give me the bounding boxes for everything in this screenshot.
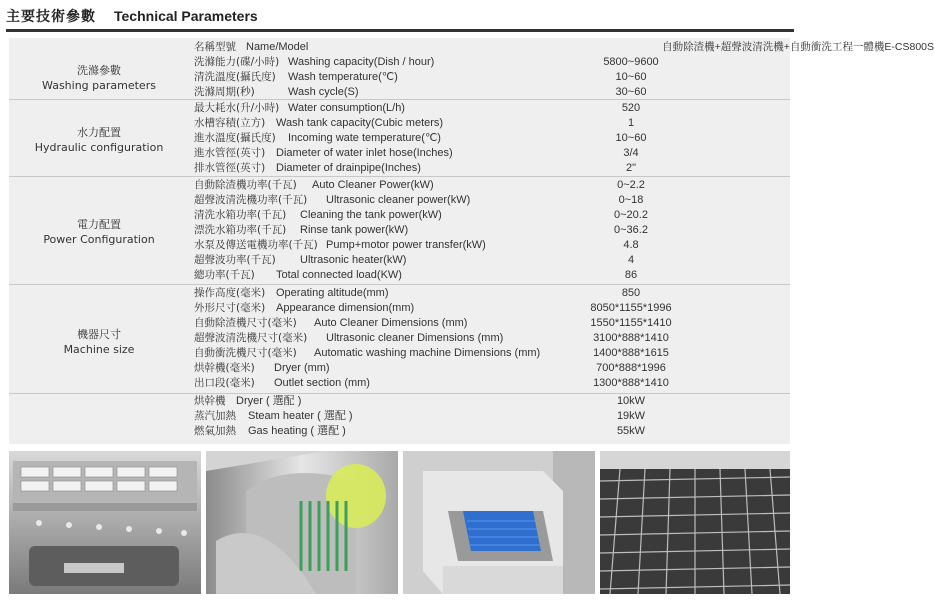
row-label-cn: 自動除渣機功率(千瓦) xyxy=(194,179,297,191)
section-label-machine-size xyxy=(9,327,189,357)
row-label-cn: 清洗水箱功率(千瓦) xyxy=(194,209,287,221)
row-label-cn: 水槽容積(立方) xyxy=(194,117,266,129)
row-value: 4.8 xyxy=(623,239,639,251)
row-label-en: Outlet section (mm) xyxy=(274,377,370,389)
spec-row xyxy=(194,193,784,208)
row-label-cn: 烘幹機(毫米) xyxy=(194,362,255,374)
row-label-en: Ultrasonic cleaner power(kW) xyxy=(326,194,471,206)
row-value: 4 xyxy=(627,254,635,266)
row-label-cn: 外形尺寸(毫米) xyxy=(194,302,266,314)
row-label-cn: 水泵及傳送電機功率(千瓦) xyxy=(194,239,318,251)
section-label-cn: 機器尺寸 xyxy=(77,328,121,341)
row-value: 1 xyxy=(627,117,635,129)
row-label-en: Auto Cleaner Power(kW) xyxy=(312,179,434,191)
row-label-cn: 蒸汽加熱 xyxy=(194,410,236,422)
row-label-en: Water consumption(L/h) xyxy=(288,102,405,114)
section-label-en: Hydraulic configuration xyxy=(34,141,164,154)
spec-row xyxy=(194,85,784,100)
spec-row xyxy=(194,146,784,161)
spec-row xyxy=(194,238,784,253)
section-label-washing xyxy=(9,63,189,93)
section-label-hydraulic xyxy=(9,125,189,155)
row-value: 1400*888*1615 xyxy=(593,347,669,359)
spec-row xyxy=(194,253,784,268)
spec-row xyxy=(194,424,784,439)
row-value: 55kW xyxy=(616,425,646,437)
header-rule xyxy=(6,29,794,32)
spec-row xyxy=(194,208,784,223)
row-label-cn: 進水管徑(英寸) xyxy=(194,147,266,159)
row-label-en: Ultrasonic cleaner Dimensions (mm) xyxy=(326,332,504,344)
row-label-en: Operating altitude(mm) xyxy=(276,287,389,299)
row-label-en: Rinse tank power(kW) xyxy=(300,224,409,236)
row-label-cn: 燃氣加熱 xyxy=(194,425,236,437)
row-label-cn: 洗滌能力(碟/小時) xyxy=(194,56,280,68)
row-value: 850 xyxy=(621,287,641,299)
row-value: 19kW xyxy=(616,410,646,422)
row-value: 0~20.2 xyxy=(614,209,648,221)
row-label-cn: 漂洗水箱功率(千瓦) xyxy=(194,224,287,236)
photo-grid-interior xyxy=(600,451,790,594)
spec-row xyxy=(194,178,784,193)
spec-row xyxy=(194,331,784,346)
spec-row xyxy=(194,301,784,316)
row-label-cn: 名稱型號 xyxy=(194,41,236,53)
row-label-cn: 烘幹機 xyxy=(194,395,226,407)
row-label-en: Name/Model xyxy=(246,41,309,53)
row-label-en: Incoming wate temperature(℃) xyxy=(288,132,441,144)
row-label-en: Washing capacity(Dish / hour) xyxy=(288,56,435,68)
row-value: 10kW xyxy=(616,395,646,407)
spec-row xyxy=(194,223,784,238)
spec-row xyxy=(194,376,784,391)
row-label-en: Diameter of drainpipe(Inches) xyxy=(276,162,421,174)
row-value: 10~60 xyxy=(615,71,647,83)
row-label-cn: 超聲波清洗機功率(千瓦) xyxy=(194,194,308,206)
row-label-en: Cleaning the tank power(kW) xyxy=(300,209,442,221)
spec-row xyxy=(194,286,784,301)
row-label-en: Dryer (mm) xyxy=(274,362,330,374)
row-value: 自動除渣機+超聲波清洗機+自動衝洗工程一體機E-CS800S xyxy=(662,41,934,53)
photo-wash-tank-art xyxy=(206,451,398,594)
photo-grid-interior-art xyxy=(600,451,790,594)
row-label-en: Dryer ( 選配 ) xyxy=(236,395,302,407)
row-value: 3/4 xyxy=(623,147,639,159)
row-value: 1300*888*1410 xyxy=(593,377,669,389)
row-value: 0~18 xyxy=(618,194,644,206)
photo-machine-opening-art xyxy=(403,451,595,594)
row-label-cn: 總功率(千瓦) xyxy=(194,269,255,281)
row-label-en: Steam heater ( 選配 ) xyxy=(248,410,353,422)
spec-row-model xyxy=(194,40,934,55)
spec-row xyxy=(194,394,784,409)
row-value: 86 xyxy=(624,269,638,281)
row-value: 520 xyxy=(621,102,641,114)
row-label-cn: 清洗溫度(攝氏度) xyxy=(194,71,276,83)
row-value: 0~36.2 xyxy=(614,224,648,236)
row-label-en: Diameter of water inlet hose(Inches) xyxy=(276,147,453,159)
section-label-en: Machine size xyxy=(63,343,135,356)
row-label-en: Automatic washing machine Dimensions (mm) xyxy=(314,347,541,359)
row-value: 5800~9600 xyxy=(603,56,659,68)
spec-row xyxy=(194,101,784,116)
photo-conveyor-trays-art xyxy=(9,451,201,594)
section-label-cn: 洗滌參數 xyxy=(77,64,121,77)
row-label-en: Wash temperature(℃) xyxy=(288,71,398,83)
row-label-en: Auto Cleaner Dimensions (mm) xyxy=(314,317,468,329)
row-label-cn: 排水管徑(英寸) xyxy=(194,162,266,174)
spec-row xyxy=(194,409,784,424)
row-label-en: Total connected load(KW) xyxy=(276,269,402,281)
spec-row xyxy=(194,161,784,176)
row-value: 700*888*1996 xyxy=(596,362,666,374)
row-label-cn: 洗滌周期(秒) xyxy=(194,86,255,98)
spec-row xyxy=(194,131,784,146)
row-value: 10~60 xyxy=(615,132,647,144)
row-label-cn: 最大耗水(升/小時) xyxy=(194,102,280,114)
row-label-cn: 超聲波功率(千瓦) xyxy=(194,254,276,266)
row-label-cn: 進水溫度(攝氏度) xyxy=(194,132,276,144)
row-value: 2" xyxy=(625,162,637,174)
section-label-cn: 電力配置 xyxy=(77,218,121,231)
row-label-en: Wash cycle(S) xyxy=(288,86,359,98)
page-title-cn: 主要技術參數 xyxy=(6,9,96,25)
row-value: 1550*1155*1410 xyxy=(590,317,672,329)
row-value: 8050*1155*1996 xyxy=(590,302,672,314)
row-label-en: Gas heating ( 選配 ) xyxy=(248,425,346,437)
section-divider xyxy=(9,284,790,285)
spec-row xyxy=(194,346,784,361)
row-value: 0~2.2 xyxy=(617,179,645,191)
row-value: 3100*888*1410 xyxy=(593,332,669,344)
row-label-cn: 出口段(毫米) xyxy=(194,377,255,389)
row-label-en: Pump+motor power transfer(kW) xyxy=(326,239,486,251)
spec-row xyxy=(194,70,784,85)
section-label-cn: 水力配置 xyxy=(77,126,121,139)
section-label-en: Power Configuration xyxy=(43,233,155,246)
photo-conveyor-trays xyxy=(9,451,201,594)
row-label-en: Wash tank capacity(Cubic meters) xyxy=(276,117,444,129)
spec-row xyxy=(194,361,784,376)
page-title-en: Technical Parameters xyxy=(114,8,258,24)
row-label-en: Ultrasonic heater(kW) xyxy=(300,254,407,266)
page-header xyxy=(6,6,258,28)
spec-row xyxy=(194,116,784,131)
row-label-cn: 操作高度(毫米) xyxy=(194,287,266,299)
spec-row xyxy=(194,316,784,331)
section-label-power xyxy=(9,217,189,247)
spec-row xyxy=(194,55,784,70)
row-label-cn: 超聲波清洗機尺寸(毫米) xyxy=(194,332,308,344)
section-label-en: Washing parameters xyxy=(42,79,156,92)
row-label-cn: 自動除渣機尺寸(毫米) xyxy=(194,317,297,329)
row-label-cn: 自動衝洗機尺寸(毫米) xyxy=(194,347,297,359)
section-divider xyxy=(9,176,790,177)
row-value: 30~60 xyxy=(615,86,647,98)
spec-row xyxy=(194,268,784,283)
photo-wash-tank xyxy=(206,451,398,594)
row-label-en: Appearance dimension(mm) xyxy=(276,302,415,314)
photo-machine-opening xyxy=(403,451,595,594)
